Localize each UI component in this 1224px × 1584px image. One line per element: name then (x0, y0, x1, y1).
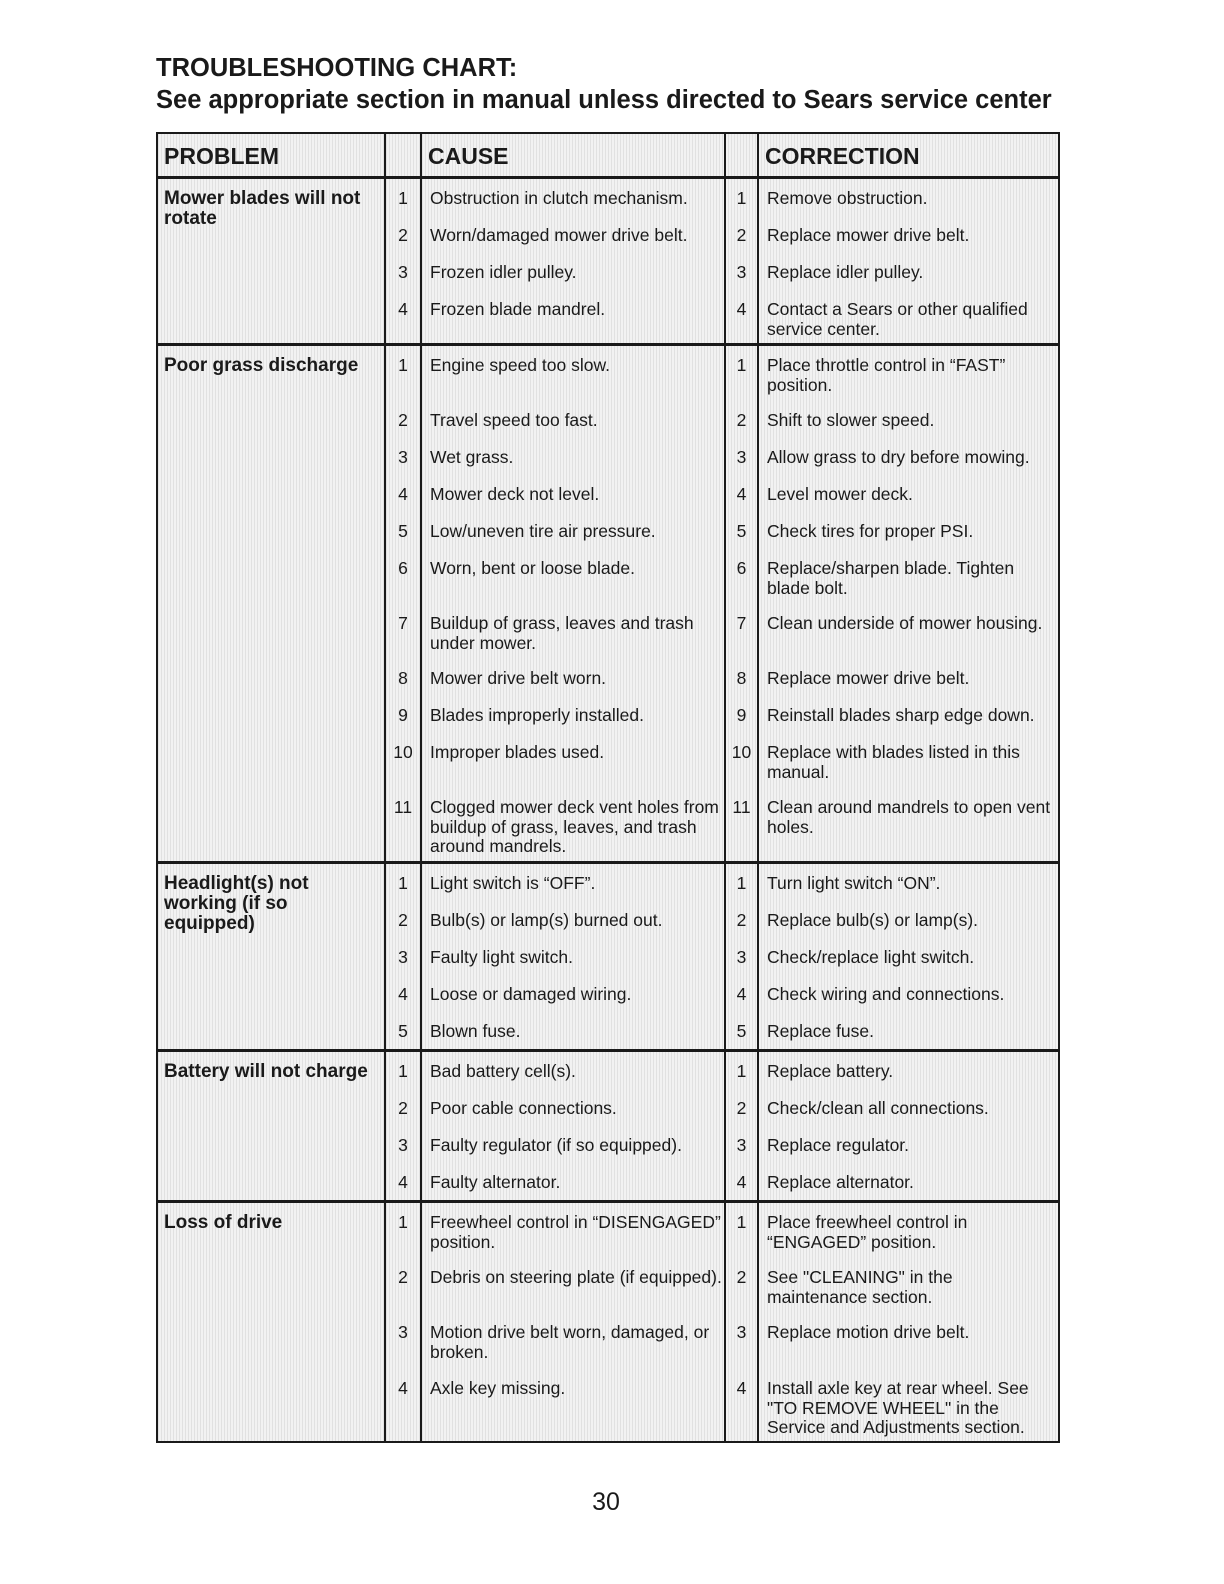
correction-text: Replace bulb(s) or lamp(s). (767, 910, 979, 930)
cause-text: Debris on steering plate (if equipped). (430, 1267, 722, 1287)
correction-number-column (724, 179, 757, 343)
correction-number: 4 (736, 984, 747, 1004)
header-num-1 (384, 134, 420, 176)
cause-number: 10 (393, 742, 413, 762)
cause-number: 6 (398, 558, 408, 578)
problem-section (158, 1052, 1058, 1203)
correction-text: Place throttle control in “FAST” position. (767, 355, 1006, 395)
cause-text-column (420, 864, 724, 1049)
cause-number: 1 (398, 1212, 408, 1232)
correction-number: 4 (736, 299, 747, 319)
header-correction: CORRECTION (757, 134, 1058, 176)
header-num-2 (724, 134, 757, 176)
cause-number-column (384, 346, 420, 861)
table-header (158, 134, 1058, 179)
correction-text: Remove obstruction. (767, 188, 928, 208)
correction-number: 8 (736, 668, 747, 688)
cause-text: Buildup of grass, leaves and trash under mower. (430, 613, 694, 653)
correction-number: 2 (736, 910, 747, 930)
cause-number: 2 (398, 225, 408, 245)
cause-number: 8 (398, 668, 408, 688)
correction-number: 1 (736, 1212, 747, 1232)
cause-text: Worn, bent or loose blade. (430, 558, 635, 578)
problem-label: Loss of drive (164, 1212, 283, 1233)
cause-number: 5 (398, 1021, 408, 1041)
correction-number: 2 (736, 1098, 747, 1118)
correction-text: Level mower deck. (767, 484, 913, 504)
cause-text: Bulb(s) or lamp(s) burned out. (430, 910, 663, 930)
correction-number: 3 (736, 447, 747, 467)
correction-text: Replace/sharpen blade. Tighten blade bolt. (767, 558, 1015, 598)
cause-number-column (384, 179, 420, 343)
cause-number: 4 (398, 1172, 408, 1192)
troubleshooting-table (156, 132, 1060, 1443)
correction-number: 1 (736, 355, 747, 375)
cause-number: 2 (398, 910, 408, 930)
cause-number: 4 (398, 484, 408, 504)
correction-text: Replace motion drive belt. (767, 1322, 970, 1342)
correction-number-column (724, 1052, 757, 1200)
correction-text: See "CLEANING" in the maintenance section. (767, 1267, 953, 1307)
header-problem: PROBLEM (164, 143, 279, 169)
cause-number: 1 (398, 873, 408, 893)
cause-text-column (420, 1203, 724, 1441)
correction-text: Clean underside of mower housing. (767, 613, 1043, 633)
correction-text-column (757, 864, 1058, 1049)
correction-number: 1 (736, 873, 747, 893)
cause-text: Clogged mower deck vent holes from buildup of grass, leaves, and trash around mandrels. (430, 797, 719, 856)
cause-number: 2 (398, 1267, 408, 1287)
page-number: 30 (592, 1488, 620, 1516)
cause-text-column (420, 179, 724, 343)
correction-text: Replace alternator. (767, 1172, 914, 1192)
cause-text: Improper blades used. (430, 742, 605, 762)
title-block (156, 52, 1076, 116)
problem-label: Headlight(s) not working (if so equipped) (164, 873, 309, 934)
correction-text: Replace with blades listed in this manual. (767, 742, 1020, 782)
correction-text: Check/clean all connections. (767, 1098, 989, 1118)
correction-number: 6 (736, 558, 747, 578)
cause-number: 2 (398, 410, 408, 430)
cause-number: 4 (398, 984, 408, 1004)
cause-number: 3 (398, 1322, 408, 1342)
problem-section (158, 179, 1058, 346)
correction-text: Replace mower drive belt. (767, 225, 970, 245)
cause-number: 2 (398, 1098, 408, 1118)
cause-text: Faulty light switch. (430, 947, 573, 967)
page-title: TROUBLESHOOTING CHART: (156, 54, 518, 82)
table-body (158, 179, 1058, 1441)
page-subtitle: See appropriate section in manual unless directed to Sears service center (156, 86, 1052, 114)
cause-text: Frozen blade mandrel. (430, 299, 606, 319)
cause-text: Axle key missing. (430, 1378, 566, 1398)
correction-text: Check wiring and connections. (767, 984, 1005, 1004)
correction-number-column (724, 346, 757, 861)
cause-number: 4 (398, 299, 408, 319)
correction-text: Replace mower drive belt. (767, 668, 970, 688)
cause-number-column (384, 1203, 420, 1441)
correction-text: Replace fuse. (767, 1021, 875, 1041)
correction-number: 4 (736, 1378, 747, 1398)
cause-text: Freewheel control in “DISENGAGED” position. (430, 1212, 721, 1252)
problem-section (158, 346, 1058, 864)
correction-number: 3 (736, 1322, 747, 1342)
correction-text: Replace regulator. (767, 1135, 910, 1155)
cause-number: 3 (398, 447, 408, 467)
cause-text: Poor cable connections. (430, 1098, 617, 1118)
correction-number: 2 (736, 1267, 747, 1287)
cause-text: Low/uneven tire air pressure. (430, 521, 656, 541)
cause-text: Bad battery cell(s). (430, 1061, 576, 1081)
cause-text: Mower drive belt worn. (430, 668, 607, 688)
correction-text: Install axle key at rear wheel. See "TO REMOVE WHEEL" in the Service and Adjustments section. (767, 1378, 1029, 1437)
cause-text: Blades improperly installed. (430, 705, 644, 725)
correction-number: 9 (736, 705, 747, 725)
correction-text: Replace idler pulley. (767, 262, 924, 282)
cause-text: Wet grass. (430, 447, 514, 467)
problem-section (158, 864, 1058, 1052)
cause-number: 3 (398, 1135, 408, 1155)
correction-text: Reinstall blades sharp edge down. (767, 705, 1035, 725)
cause-number: 1 (398, 355, 408, 375)
correction-text-column (757, 179, 1058, 343)
correction-text: Turn light switch “ON”. (767, 873, 941, 893)
cause-text: Blown fuse. (430, 1021, 521, 1041)
correction-text-column (757, 1203, 1058, 1441)
correction-number-column (724, 864, 757, 1049)
correction-number-column (724, 1203, 757, 1441)
cause-text: Loose or damaged wiring. (430, 984, 632, 1004)
correction-text-column (757, 346, 1058, 861)
correction-text: Shift to slower speed. (767, 410, 935, 430)
cause-text: Motion drive belt worn, damaged, or broken. (430, 1322, 710, 1362)
cause-number: 9 (398, 705, 408, 725)
cause-number: 3 (398, 262, 408, 282)
correction-number: 3 (736, 947, 747, 967)
cause-text: Frozen idler pulley. (430, 262, 577, 282)
correction-number: 2 (736, 410, 747, 430)
correction-text: Clean around mandrels to open vent holes. (767, 797, 1051, 837)
cause-number: 1 (398, 188, 408, 208)
problem-section (158, 1203, 1058, 1441)
cause-text-column (420, 346, 724, 861)
cause-text: Faulty regulator (if so equipped). (430, 1135, 682, 1155)
problem-label: Battery will not charge (164, 1061, 368, 1082)
cause-number: 7 (398, 613, 408, 633)
correction-number: 5 (736, 1021, 747, 1041)
cause-number: 4 (398, 1378, 408, 1398)
correction-number: 1 (736, 188, 747, 208)
correction-text: Check tires for proper PSI. (767, 521, 974, 541)
cause-text: Obstruction in clutch mechanism. (430, 188, 688, 208)
problem-label: Mower blades will not rotate (164, 188, 361, 229)
cause-number: 3 (398, 947, 408, 967)
correction-text-column (757, 1052, 1058, 1200)
correction-text: Allow grass to dry before mowing. (767, 447, 1030, 467)
correction-text: Contact a Sears or other qualified service center. (767, 299, 1028, 339)
cause-text: Worn/damaged mower drive belt. (430, 225, 688, 245)
correction-text: Check/replace light switch. (767, 947, 975, 967)
cause-text: Engine speed too slow. (430, 355, 610, 375)
cause-number: 11 (393, 797, 413, 817)
correction-text: Replace battery. (767, 1061, 894, 1081)
correction-number: 10 (731, 742, 752, 762)
cause-number-column (384, 1052, 420, 1200)
correction-number: 7 (736, 613, 747, 633)
correction-number: 2 (736, 225, 747, 245)
correction-number: 11 (732, 797, 751, 817)
cause-text: Faulty alternator. (430, 1172, 561, 1192)
cause-text: Mower deck not level. (430, 484, 600, 504)
correction-number: 3 (736, 1135, 747, 1155)
cause-number: 1 (398, 1061, 408, 1081)
problem-label: Poor grass discharge (164, 355, 359, 376)
correction-number: 3 (736, 262, 747, 282)
correction-number: 4 (736, 484, 747, 504)
cause-text: Travel speed too fast. (430, 410, 598, 430)
correction-number: 4 (736, 1172, 747, 1192)
cause-text-column (420, 1052, 724, 1200)
correction-text: Place freewheel control in “ENGAGED” position. (767, 1212, 968, 1252)
cause-text: Light switch is “OFF”. (430, 873, 596, 893)
cause-number: 5 (398, 521, 408, 541)
correction-number: 5 (736, 521, 747, 541)
cause-number-column (384, 864, 420, 1049)
header-cause: CAUSE (420, 134, 724, 176)
correction-number: 1 (736, 1061, 747, 1081)
